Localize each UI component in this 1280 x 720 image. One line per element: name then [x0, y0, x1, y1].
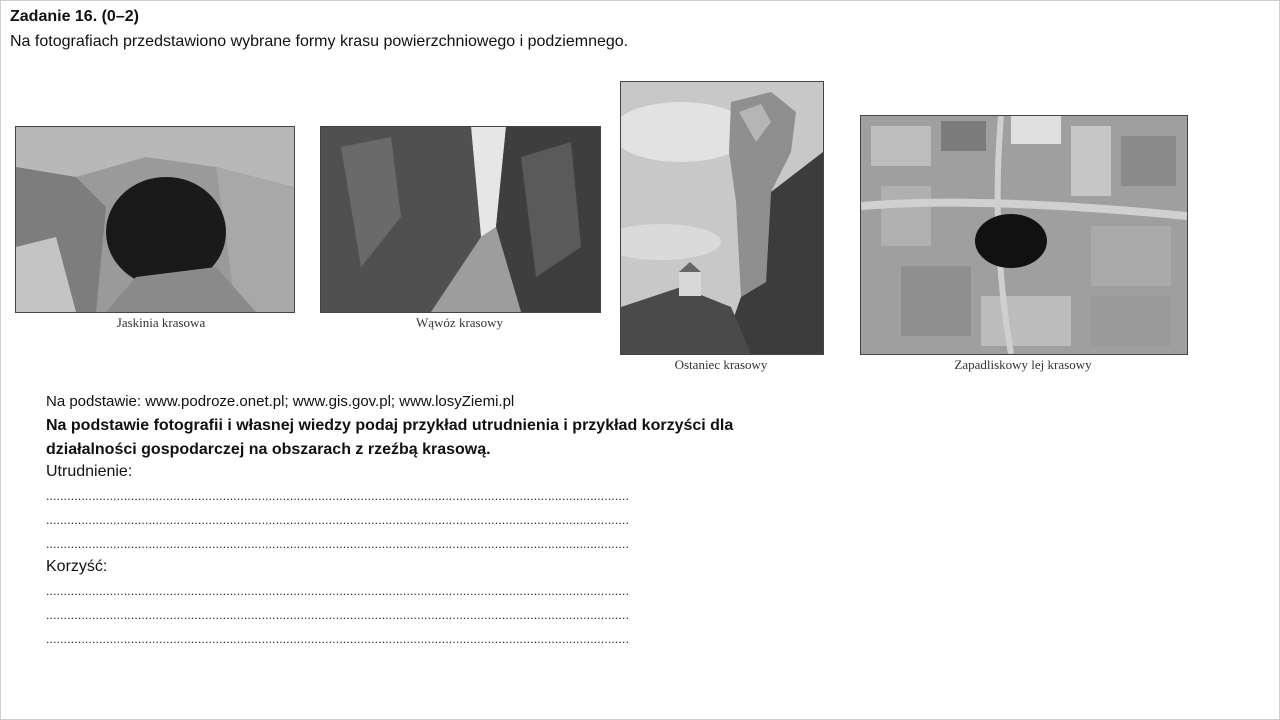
benefit-answer-line-3[interactable]: ..................................................................................................................................................................... — [46, 632, 630, 646]
photo-cave — [15, 126, 295, 313]
task-instruction: Na podstawie fotografii i własnej wiedzy podaj przykład utrudnienia i przykład korzyści dla działalności gospodarczej na obszarach z rzeźbą krasową. — [46, 417, 734, 458]
difficulty-label: Utrudnienie: — [46, 463, 133, 480]
difficulty-answer-line-2[interactable]: ..................................................................................................................................................................... — [46, 513, 630, 527]
photo-pillar — [620, 81, 824, 355]
difficulty-answer-line-3[interactable]: ..................................................................................................................................................................... — [46, 537, 630, 551]
benefit-answer-line-2[interactable]: ..................................................................................................................................................................... — [46, 608, 630, 622]
benefit-label: Korzyść: — [46, 558, 108, 575]
pillar-image — [621, 82, 823, 354]
benefit-answer-line-1[interactable]: ..................................................................................................................................................................... — [46, 584, 630, 598]
caption-gorge: Wąwóz krasowy — [416, 315, 503, 330]
difficulty-answer-line-1[interactable]: ..................................................................................................................................................................... — [46, 489, 630, 503]
photo-gorge — [320, 126, 601, 313]
cave-image — [16, 127, 294, 312]
caption-cave: Jaskinia krasowa — [116, 315, 206, 330]
sinkhole-image — [861, 116, 1187, 354]
gorge-image — [321, 127, 600, 312]
source-note: Na podstawie: www.podroze.onet.pl; www.gis.gov.pl; www.losyZiemi.pl — [46, 393, 515, 410]
caption-pillar: Ostaniec krasowy — [674, 357, 768, 372]
caption-sinkhole: Zapadliskowy lej krasowy — [954, 357, 1092, 372]
task-title: Zadanie 16. (0–2) — [10, 8, 139, 25]
photo-sinkhole — [860, 115, 1188, 355]
task-intro: Na fotografiach przedstawiono wybrane formy krasu powierzchniowego i podziemnego. — [10, 33, 629, 50]
